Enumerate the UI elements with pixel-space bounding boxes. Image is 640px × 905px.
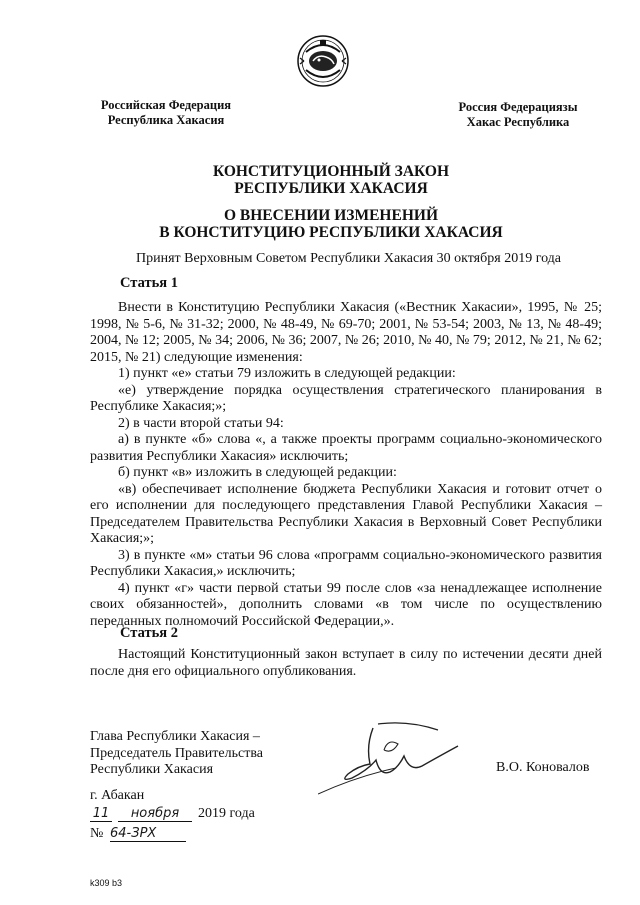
- article-1-body: [90, 300, 602, 630]
- article-2-body: [90, 647, 602, 680]
- article-2-heading: Статья 2: [120, 625, 178, 641]
- signer-name: В.О. Коновалов: [496, 760, 590, 775]
- header-left-line2: Республика Хакасия: [107, 113, 225, 127]
- date-year: 2019 года: [198, 806, 255, 821]
- article-1-paragraph: а) в пункте «б» слова «, а также проекты программ социально-экономического развития Республики Хакасия» исключить;: [90, 432, 602, 464]
- signatory-title-line3: Республики Хакасия: [90, 762, 214, 777]
- header-right-line2: Хакас Республика: [466, 115, 570, 129]
- number-value: 64-ЗРХ: [110, 826, 186, 842]
- date-month: ноября: [118, 806, 192, 822]
- law-subject-line1: О ВНЕСЕНИИ ИЗМЕНЕНИЙ: [223, 207, 438, 224]
- article-2-paragraph: Настоящий Конституционный закон вступает в силу по истечении десяти дней после дня его официального опубликования.: [90, 647, 602, 679]
- date-day: 11: [90, 806, 112, 822]
- header-right-line1: Россия Федерациязы: [458, 100, 578, 114]
- law-subject: [96, 207, 566, 241]
- adopted-line: Принят Верховным Советом Республики Хакасия 30 октября 2019 года: [135, 251, 562, 266]
- article-1-paragraph: 2) в части второй статьи 94:: [118, 415, 284, 431]
- article-1-paragraph: «в) обеспечивает исполнение бюджета Республики Хакасия и готовит отчет о его исполнении для последующего представления Главой Республики Хакасия – Председателем Правительства Республики Хакасия в Верховный Совет Республики Хакасия;»;: [90, 481, 602, 546]
- article-1-paragraph: «е) утверждение порядка осуществления стратегического планирования в Республике Хакасия;»;: [90, 382, 602, 414]
- article-1-paragraph: 4) пункт «г» части первой статьи 99 после слов «за ненадлежащее исполнение своих обязанностей», дополнить словами «в том числе по осуществлению переданных полномочий Российской Федерации,».: [90, 580, 602, 629]
- handwritten-signature: [318, 716, 468, 796]
- law-subject-line2: В КОНСТИТУЦИЮ РЕСПУБЛИКИ ХАКАСИЯ: [159, 224, 503, 241]
- number-sign: №: [90, 826, 104, 841]
- article-1-paragraph: 3) в пункте «м» статьи 96 слова «программ социально-экономического развития Республики Хакасия,» исключить;: [90, 547, 602, 579]
- law-title-line1: КОНСТИТУЦИОННЫЙ ЗАКОН: [212, 163, 450, 180]
- coat-of-arms-icon: [296, 34, 350, 88]
- place: г. Абакан: [90, 788, 145, 803]
- header-left: [96, 98, 236, 128]
- footer-code: k309 b3: [90, 878, 123, 888]
- article-1-paragraph: 1) пункт «е» статьи 79 изложить в следующей редакции:: [118, 366, 456, 381]
- header-left-line1: Российская Федерация: [100, 98, 232, 112]
- article-1-paragraph: Внести в Конституцию Республики Хакасия («Вестник Хакасии», 1995, № 25; 1998, № 5-6, № 31-32; 2000, № 48-49, № 69-70; 2001, № 53-54; 2003, № 13, № 48-49; 2004, № 12; 2005, № 34; 2006, № 36; 2007, № 26; 2010, № 40, № 79; 2012, № 21, № 62; 2015, № 21) следующие изменения:: [90, 300, 602, 365]
- header-right: [448, 100, 588, 130]
- law-title-line2: РЕСПУБЛИКИ ХАКАСИЯ: [234, 180, 428, 197]
- law-title: [96, 163, 566, 197]
- signatory-title-line2: Председатель Правительства: [90, 745, 263, 761]
- article-1-paragraph: б) пункт «в» изложить в следующей редакции:: [118, 465, 397, 480]
- article-1-heading: Статья 1: [120, 275, 178, 291]
- signatory-title: [90, 729, 263, 779]
- signatory-title-line1: Глава Республики Хакасия –: [90, 729, 260, 744]
